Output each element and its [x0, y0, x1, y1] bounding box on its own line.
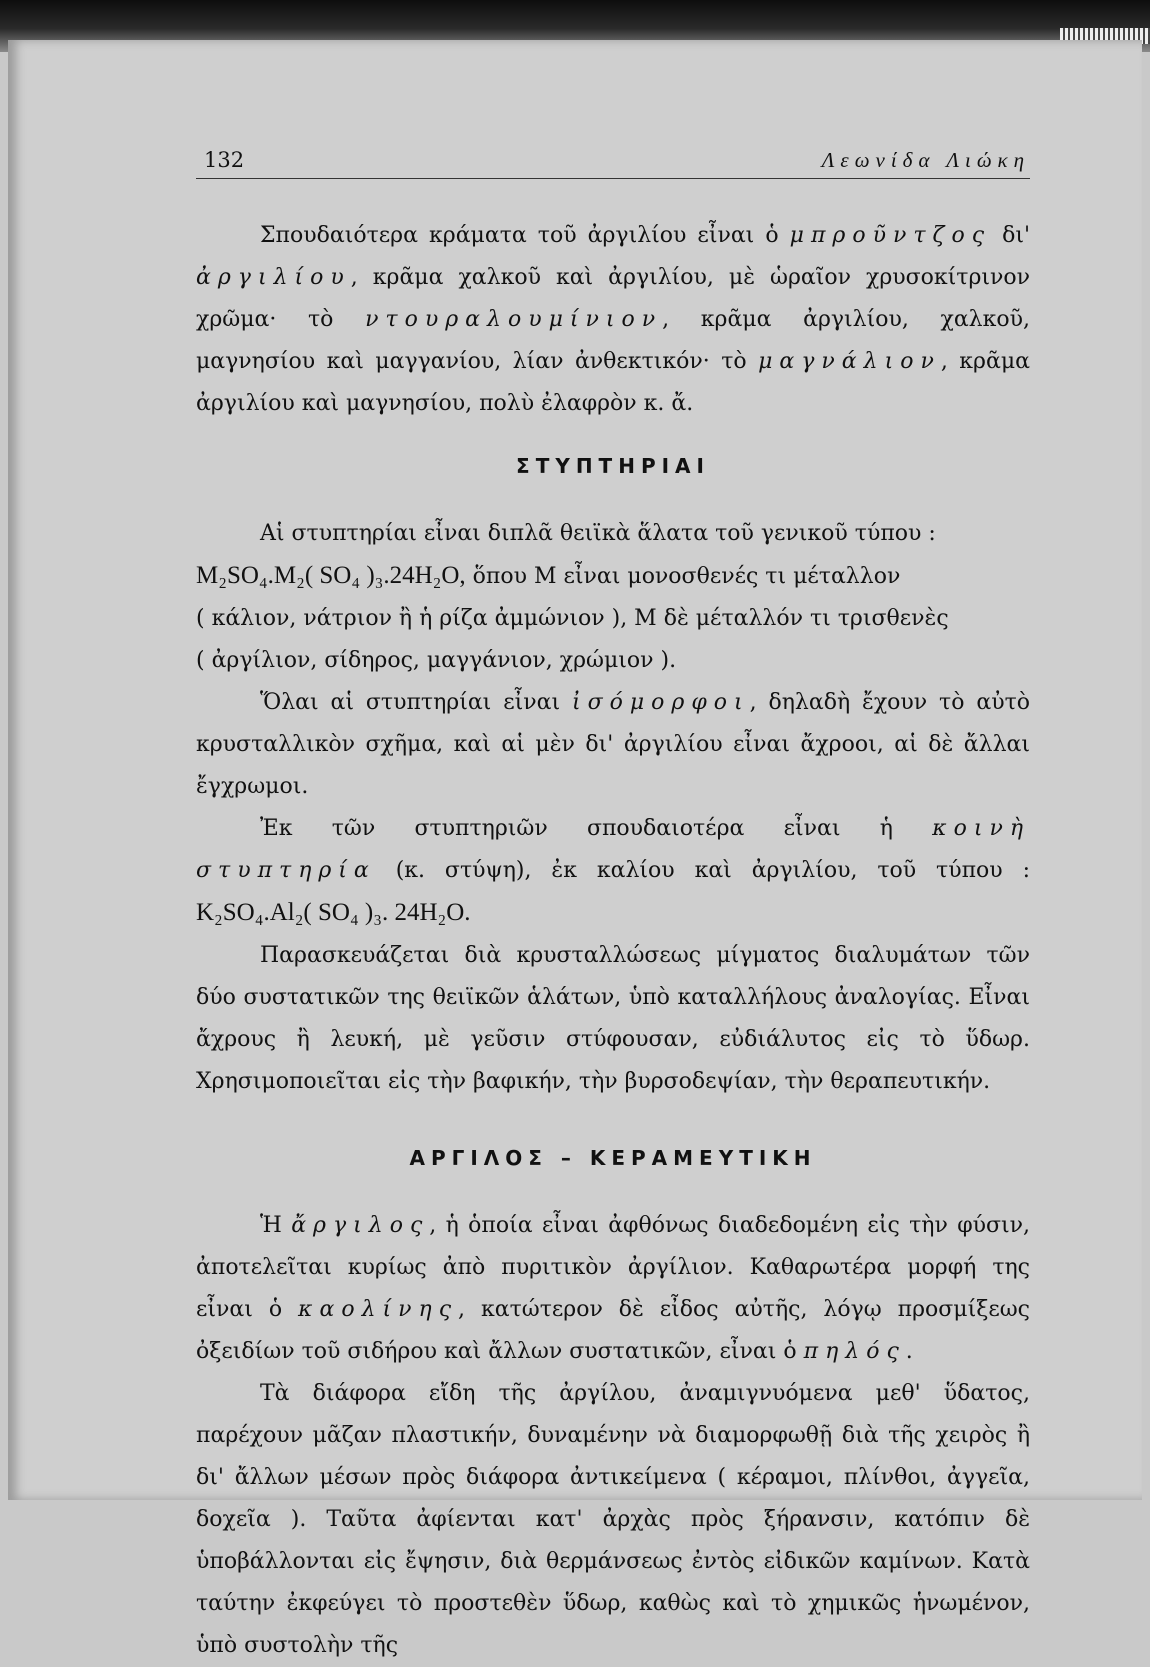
section-heading-clay: ΑΡΓΙΛΟΣ – ΚΕΡΑΜΕΥΤΙΚΗ — [409, 1146, 817, 1170]
paragraph-alum-definition: Αἱ στυπτηρίαι εἶναι διπλᾶ θειϊκὰ ἅλατα τοῦ γενικοῦ τύπου : — [260, 521, 936, 546]
running-author: Λεωνίδα Λιώκη — [821, 148, 1030, 172]
paragraph-preparation: Παρασκευάζεται διὰ κρυσταλλώσεως μίγματος διαλυμάτων τῶν δύο συστατικῶν της θειϊκῶν ἁλάτων, ὑπὸ καταλλήλους ἀναλογίας. Εἶναι ἄχρους ἢ λευκή, μὲ γεῦσιν στύφουσαν, εὐδιάλυτος εἰς τὸ ὕδωρ. Χρησιμοποιεῖται εἰς τὴν βαφικήν, τὴν βυρσοδεψίαν, τὴν θεραπευτικήν. — [196, 943, 1030, 1094]
section-heading-alums: ΣΤΥΠΤΗΡΙΑΙ — [516, 454, 710, 478]
text-run: Ἡ — [260, 1213, 292, 1238]
paragraph-clay — [196, 1205, 1030, 1373]
term-aluminium: ἀργιλίου — [196, 265, 351, 290]
text-run: δι' — [991, 223, 1031, 248]
term-magnalium: μαγνάλιον — [758, 349, 941, 374]
text-run: , κατώτερον δὲ εἶδος αὐτῆς, λόγῳ προσμίξεως ὀξειδίων τοῦ σιδήρου καὶ ἄλλων συστατικῶν, εἶναι ὁ — [196, 1297, 1030, 1364]
term-clay: ἄργιλος — [291, 1213, 430, 1238]
text-run: ( ἀργίλιον, σίδηρος, μαγγάνιον, χρώμιον ). — [196, 648, 677, 673]
paragraph-isomorphous — [196, 682, 1030, 808]
term-common-alum: κοινὴ στυπτηρία — [196, 816, 1030, 883]
text-run: , κρᾶμα χαλκοῦ καὶ ἀργιλίου, μὲ ὡραῖον χρυσοκίτρινον χρῶμα· τὸ — [196, 265, 1030, 332]
paragraph-ceramics: Τὰ διάφορα εἴδη τῆς ἀργίλου, ἀναμιγνυόμενα μεθ' ὕδατος, παρέχουν μᾶζαν πλαστικήν, δυναμένην νὰ διαμορφωθῇ διὰ τῆς χειρὸς ἢ δι' ἄλλων μέσων πρὸς διάφορα ἀντικείμενα ( κέραμοι, πλίνθοι, ἀγγεῖα, δοχεῖα ). Ταῦτα ἀφίενται κατ' ἀρχὰς πρὸς ξήρανσιν, κατόπιν δὲ ὑποβάλλονται εἰς ἔψησιν, διὰ θερμάνσεως ἐντὸς εἰδικῶν καμίνων. Κατὰ ταύτην ἐκφεύγει τὸ προστεθὲν ὕδωρ, καθὼς καὶ τὸ χημικῶς ἡνωμένον, ὑπὸ συστολὴν τῆς — [196, 1381, 1030, 1658]
page-body — [196, 215, 1030, 1667]
text-run: ὅπου M εἶναι μονοσθενές τι μέταλλον — [465, 564, 901, 589]
text-run: . — [905, 1339, 913, 1364]
paragraph-alloys — [196, 215, 1030, 425]
term-isomorphous: ἰσόμορφοι — [571, 690, 750, 715]
text-run: , δηλαδὴ ἔχουν τὸ αὐτὸ κρυσταλλικὸν σχῆμα, καὶ αἱ μὲν δι' ἀργιλίου εἶναι ἄχροοι, αἱ δὲ ἄλλαι ἔγχρωμοι. — [196, 690, 1030, 799]
text-run: Ἐκ τῶν στυπτηριῶν σπουδαιοτέρα εἶναι ἡ — [260, 816, 933, 841]
running-header — [196, 148, 1030, 179]
page-number: 132 — [204, 148, 245, 172]
text-run: Ὅλαι αἱ στυπτηρίαι εἶναι — [260, 690, 572, 715]
text-run: , κρᾶμα ἀργιλίου καὶ μαγνησίου, πολὺ ἐλαφρὸν κ. ἄ. — [196, 349, 1031, 416]
text-run: (κ. στύψη), ἐκ καλίου καὶ ἀργιλίου, τοῦ τύπου : — [375, 858, 1030, 883]
term-bronze: μπροῦντζος — [789, 223, 992, 248]
paragraph-common-alum — [196, 808, 1030, 935]
general-alum-formula: M₂SO₄.M₂( SO₄ )₃.24H₂O, — [196, 562, 466, 589]
term-kaolin: καολίνης — [298, 1297, 459, 1322]
text-run: , ἡ ὁποία εἶναι ἀφθόνως διαδεδομένη εἰς τὴν φύσιν, ἀποτελεῖται κυρίως ἀπὸ πυριτικὸν ἀργίλιον. Καθαρωτέρα μορφή της εἶναι ὁ — [196, 1213, 1030, 1322]
text-run: , κρᾶμα ἀργιλίου, χαλκοῦ, μαγνησίου καὶ μαγγανίου, λίαν ἀνθεκτικόν· τὸ — [196, 307, 1030, 374]
term-duralumin: ντουραλουμίνιον — [365, 307, 663, 332]
common-alum-formula: K₂SO₄.Al₂( SO₄ )₃. 24H₂O. — [196, 899, 471, 926]
text-run: Σπουδαιότερα κράματα τοῦ ἀργιλίου εἶναι ὁ — [260, 223, 790, 248]
text-run: ( κάλιον, νάτριον ἢ ἡ ρίζα ἀμμώνιον ), M δὲ μέταλλόν τι τρισθενὲς — [196, 606, 949, 631]
term-mud: πηλός — [803, 1339, 906, 1364]
paragraph-alum-formula — [196, 555, 1030, 682]
